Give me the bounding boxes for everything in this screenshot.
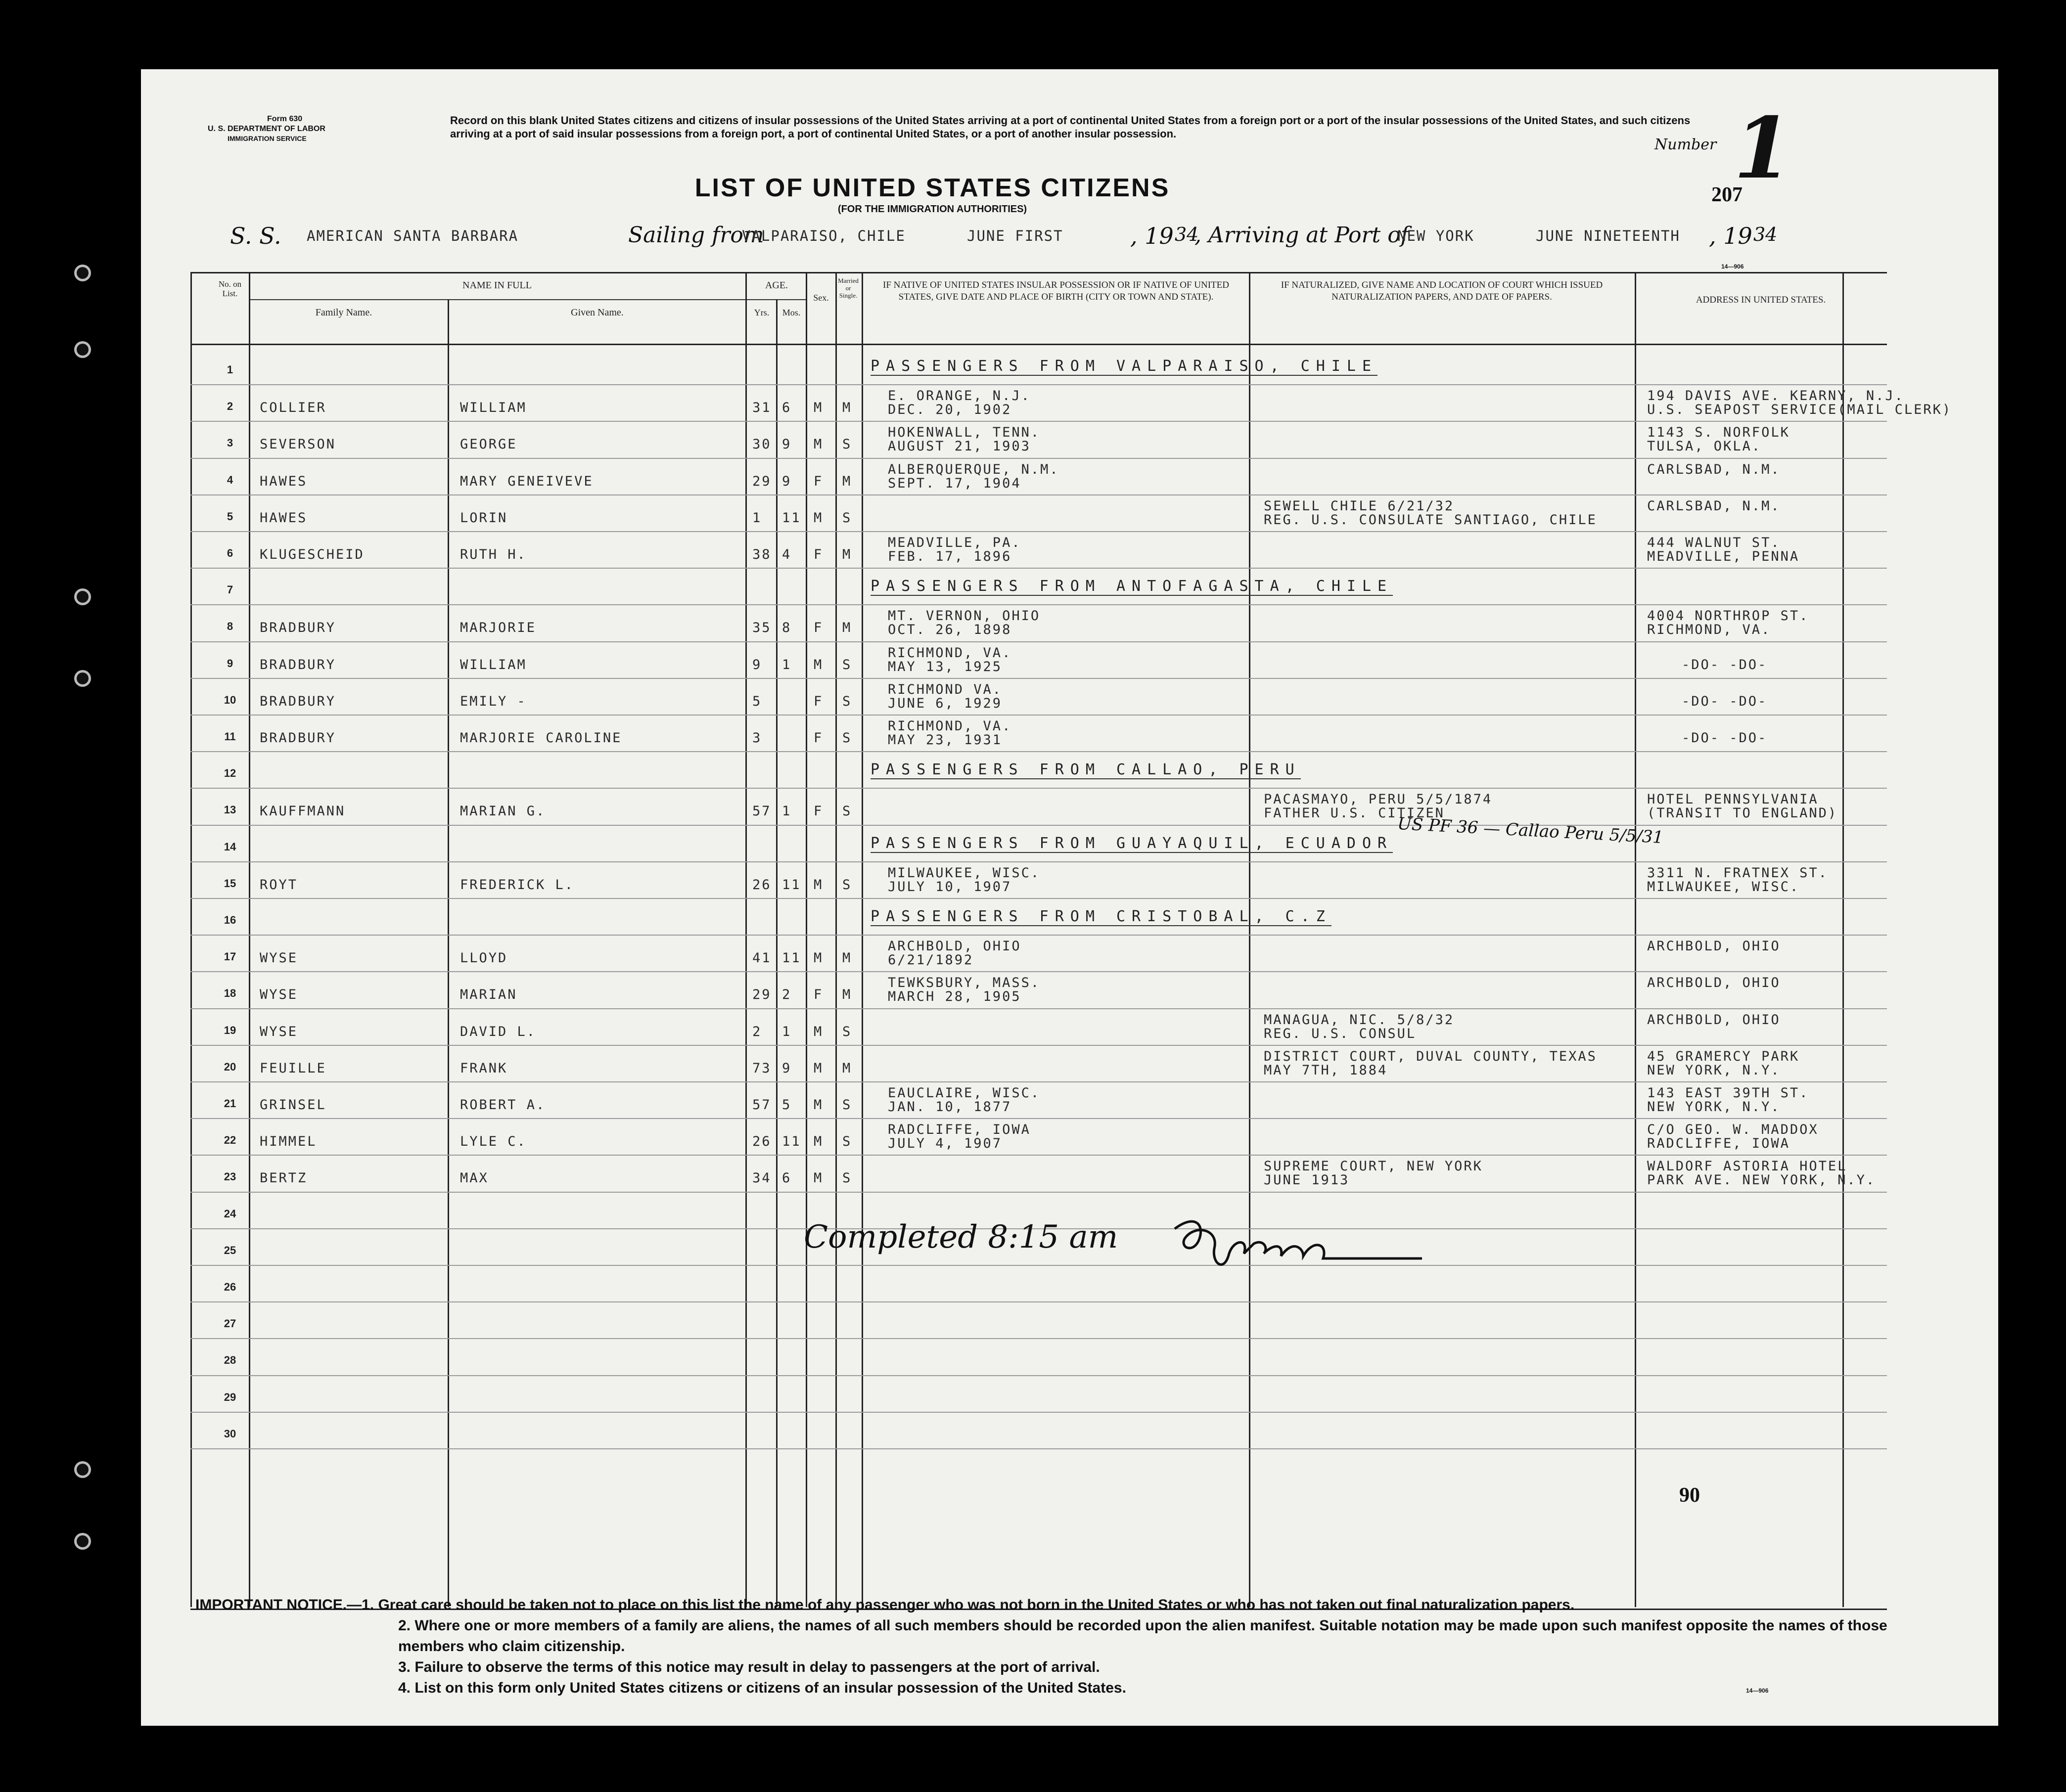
birth-place: E. ORANGE, N.J. (888, 388, 1031, 404)
family-name: BRADBURY (260, 620, 336, 636)
row-number: 15 (224, 877, 236, 890)
family-name: KAUFFMANN (260, 804, 346, 819)
name-header-underline (250, 299, 747, 300)
sailing-year-prefix: , 19 (1130, 223, 1174, 249)
service-label: IMMIGRATION SERVICE (228, 134, 307, 142)
age-months: 5 (782, 1097, 792, 1113)
age-years: 41 (752, 950, 772, 966)
row-number: 25 (224, 1244, 236, 1256)
sailing-from-label: Sailing from (628, 223, 764, 248)
naturalization-line-1: PACASMAYO, PERU 5/5/1874 (1264, 792, 1493, 807)
birth-place: RICHMOND, VA. (888, 645, 1012, 661)
binder-hole (74, 265, 91, 281)
age-months: 11 (782, 877, 801, 893)
row-number: 29 (224, 1390, 236, 1403)
row-number: 5 (227, 510, 233, 523)
family-name: BRADBURY (260, 693, 336, 709)
sex-value: M (814, 400, 824, 416)
column-divider (190, 272, 192, 1607)
sex-value: M (814, 950, 824, 966)
birth-place: ALBERQUERQUE, N.M. (888, 461, 1059, 477)
age-years: 31 (752, 400, 772, 416)
address-ditto: -DO- -DO- (1682, 730, 1768, 746)
row-divider (190, 568, 1887, 569)
row-number: 2 (227, 400, 233, 413)
row-number: 24 (224, 1207, 236, 1220)
marital-status: M (842, 473, 852, 489)
header-divider (190, 344, 1887, 345)
age-months: 4 (782, 547, 792, 562)
birth-date: JUNE 6, 1929 (888, 695, 1003, 711)
birth-date: FEB. 17, 1896 (888, 549, 1012, 564)
sex-value: M (814, 1024, 824, 1039)
column-divider (1842, 272, 1844, 1607)
naturalization-line-1: MANAGUA, NIC. 5/8/32 (1264, 1012, 1455, 1028)
address-line-1: 444 WALNUT ST. (1647, 535, 1781, 550)
row-number: 30 (224, 1427, 236, 1440)
section-header: PASSENGERS FROM CRISTOBAL, C.Z (871, 908, 1331, 925)
row-divider (190, 494, 1887, 495)
col-header-name-in-full: NAME IN FULL (462, 280, 532, 291)
row-divider (190, 935, 1887, 936)
marital-status: S (842, 1134, 852, 1150)
row-divider (190, 641, 1887, 642)
naturalization-line-1: SUPREME COURT, NEW YORK (1264, 1159, 1483, 1174)
sex-value: F (814, 987, 824, 1003)
birth-place: RADCLIFFE, IOWA (888, 1122, 1031, 1138)
row-number: 20 (224, 1060, 236, 1073)
birth-place: TEWKSBURY, MASS. (888, 975, 1041, 991)
given-name: LYLE C. (460, 1134, 527, 1150)
marital-status: M (842, 1060, 852, 1076)
row-divider (190, 1008, 1887, 1009)
row-divider (190, 1301, 1887, 1302)
row-divider (190, 1338, 1887, 1339)
address-line-2: PARK AVE. NEW YORK, N.Y. (1647, 1172, 1876, 1188)
arriving-label: , Arriving at Port of (1194, 223, 1409, 248)
column-divider (835, 272, 837, 1607)
row-number: 16 (224, 914, 236, 926)
family-name: WYSE (260, 987, 298, 1003)
birth-place: MILWAUKEE, WISC. (888, 865, 1041, 881)
row-divider (190, 1045, 1887, 1046)
col-header-native: IF NATIVE OF UNITED STATES INSULAR POSSESSION OR IF NATIVE OF UNITED STATES, GIVE DATE AND PLACE OF BIRTH (CITY OR TOWN AND STATE). (883, 280, 1229, 302)
given-name: WILLIAM (460, 400, 527, 416)
naturalization-line-2: REG. U.S. CONSUL (1264, 1026, 1417, 1041)
age-years: 29 (752, 987, 772, 1003)
row-number: 8 (227, 620, 233, 633)
age-years: 30 (752, 437, 772, 452)
marital-status: S (842, 730, 852, 746)
sailing-year: 34 (1175, 224, 1199, 245)
age-months: 6 (782, 1170, 792, 1186)
arrival-year-prefix: , 19 (1709, 223, 1752, 249)
row-divider (190, 1155, 1887, 1156)
column-divider (862, 272, 863, 1607)
age-years: 1 (752, 510, 762, 526)
given-name: MARJORIE (460, 620, 537, 636)
row-divider (190, 1375, 1887, 1376)
section-header: PASSENGERS FROM ANTOFAGASTA, CHILE (871, 578, 1393, 595)
col-header-address: ADDRESS IN UNITED STATES. (1696, 295, 1826, 305)
row-divider (190, 751, 1887, 752)
row-number: 1 (227, 363, 233, 376)
age-months: 2 (782, 987, 792, 1003)
birth-place: EAUCLAIRE, WISC. (888, 1085, 1041, 1101)
row-divider (190, 458, 1887, 459)
given-name: LLOYD (460, 950, 508, 966)
family-name: HAWES (260, 510, 308, 526)
address-line-1: 1143 S. NORFOLK (1647, 425, 1790, 441)
given-name: RUTH H. (460, 547, 527, 562)
row-number: 3 (227, 437, 233, 449)
address-line-1: WALDORF ASTORIA HOTEL (1647, 1159, 1847, 1174)
sex-value: M (814, 1134, 824, 1150)
age-years: 3 (752, 730, 762, 746)
row-number: 13 (224, 804, 236, 816)
section-header: PASSENGERS FROM GUAYAQUIL, ECUADOR (871, 834, 1393, 852)
margin-annotation: US PF 36 — Callao Peru 5/5/31 (1397, 813, 1664, 848)
form-code-bottom: 14—906 (1746, 1687, 1769, 1694)
birth-date: JAN. 10, 1877 (888, 1099, 1012, 1115)
birth-date: JULY 10, 1907 (888, 879, 1012, 895)
age-years: 26 (752, 877, 772, 893)
row-divider (190, 678, 1887, 679)
address-line-1: ARCHBOLD, OHIO (1647, 939, 1781, 954)
naturalization-line-2: MAY 7TH, 1884 (1264, 1062, 1388, 1078)
row-divider (190, 1412, 1887, 1413)
binder-hole (74, 341, 91, 358)
col-header-yrs: Yrs. (754, 308, 770, 317)
given-name: MAX (460, 1170, 489, 1186)
row-divider (190, 861, 1887, 862)
given-name: MARIAN (460, 987, 517, 1003)
birth-date: 6/21/1892 (888, 952, 974, 968)
col-header-no: No. on List. (218, 279, 242, 298)
row-number: 6 (227, 547, 233, 559)
age-months: 11 (782, 1134, 801, 1150)
sex-value: M (814, 510, 824, 526)
age-months: 1 (782, 1024, 792, 1039)
age-months: 8 (782, 620, 792, 636)
col-header-married: Married or Single. (838, 277, 859, 299)
marital-status: M (842, 987, 852, 1003)
form-number: Form 630 (267, 115, 303, 123)
family-name: BERTZ (260, 1170, 308, 1186)
age-years: 5 (752, 693, 762, 709)
row-divider (190, 531, 1887, 532)
age-years: 9 (752, 657, 762, 672)
family-name: WYSE (260, 950, 298, 966)
age-months: 9 (782, 1060, 792, 1076)
row-number: 10 (224, 693, 236, 706)
age-months: 1 (782, 657, 792, 672)
age-years: 57 (752, 1097, 772, 1113)
marital-status: M (842, 950, 852, 966)
row-number: 17 (224, 950, 236, 963)
family-name: HIMMEL (260, 1134, 317, 1150)
birth-place: HOKENWALL, TENN. (888, 425, 1041, 441)
given-name: DAVID L. (460, 1024, 537, 1039)
address-line-1: 4004 NORTHROP ST. (1647, 608, 1809, 624)
row-divider (190, 788, 1887, 789)
sex-value: M (814, 1097, 824, 1113)
given-name: FREDERICK L. (460, 877, 575, 893)
row-number: 27 (224, 1317, 236, 1330)
address-line-2: MILWAUKEE, WISC. (1647, 879, 1800, 895)
binder-hole (74, 670, 91, 687)
row-number: 4 (227, 473, 233, 486)
address-line-2: MEADVILLE, PENNA (1647, 549, 1800, 564)
completed-note: Completed 8:15 am (804, 1219, 1118, 1255)
important-notice (195, 1595, 1976, 1699)
row-divider (190, 825, 1887, 826)
row-number: 22 (224, 1134, 236, 1147)
age-years: 34 (752, 1170, 772, 1186)
page-title: LIST OF UNITED STATES CITIZENS (694, 174, 1170, 202)
sex-value: M (814, 877, 824, 893)
arrival-year: 34 (1753, 224, 1778, 245)
given-name: LORIN (460, 510, 508, 526)
row-number: 11 (224, 730, 236, 743)
ss-label: S. S. (230, 223, 281, 249)
marital-status: S (842, 1097, 852, 1113)
col-header-sex: Sex. (813, 293, 829, 303)
family-name: WYSE (260, 1024, 298, 1039)
sex-value: F (814, 693, 824, 709)
given-name: MARJORIE CAROLINE (460, 730, 622, 746)
col-header-family: Family Name. (315, 307, 372, 318)
arrival-port: NEW YORK (1397, 227, 1474, 244)
row-divider (190, 715, 1887, 716)
birth-date: OCT. 26, 1898 (888, 622, 1012, 638)
age-years: 35 (752, 620, 772, 636)
birth-place: ARCHBOLD, OHIO (888, 939, 1021, 954)
birth-date: SEPT. 17, 1904 (888, 475, 1021, 491)
form-code-top: 14—906 (1721, 263, 1744, 270)
marital-status: S (842, 657, 852, 672)
address-line-2: U.S. SEAPOST SERVICE(MAIL CLERK) (1647, 402, 1952, 418)
marital-status: M (842, 620, 852, 636)
column-divider (1249, 272, 1250, 1607)
arrival-date: JUNE NINETEENTH (1536, 227, 1680, 244)
row-divider (190, 421, 1887, 422)
row-divider (190, 1192, 1887, 1193)
birth-date: MAY 23, 1931 (888, 732, 1003, 748)
naturalization-line-2: FATHER U.S. CITIZEN (1264, 806, 1445, 821)
number-label: Number (1654, 136, 1717, 153)
family-name: SEVERSON (260, 437, 336, 452)
naturalization-line-1: SEWELL CHILE 6/21/32 (1264, 498, 1455, 514)
birth-date: MAY 13, 1925 (888, 659, 1003, 674)
sex-value: M (814, 437, 824, 452)
given-name: EMILY - (460, 693, 527, 709)
age-months: 9 (782, 437, 792, 452)
row-number: 7 (227, 583, 233, 596)
row-divider (190, 971, 1887, 972)
family-name: GRINSEL (260, 1097, 326, 1113)
list-number: 1 (1734, 99, 1792, 198)
address-ditto: -DO- -DO- (1682, 657, 1768, 672)
age-months: 1 (782, 804, 792, 819)
family-name: FEUILLE (260, 1060, 326, 1076)
inspector-signature (1165, 1209, 1422, 1283)
row-divider (190, 1448, 1887, 1449)
sex-value: M (814, 657, 824, 672)
marital-status: M (842, 547, 852, 562)
marital-status: S (842, 510, 852, 526)
address-line-1: C/O GEO. W. MADDOX (1647, 1122, 1819, 1138)
age-years: 2 (752, 1024, 762, 1039)
given-name: ROBERT A. (460, 1097, 546, 1113)
notice-item-4: 4. List on this form only United States citizens or citizens of an insular possession of the United States. (398, 1680, 1126, 1696)
address-line-2: (TRANSIT TO ENGLAND) (1647, 806, 1838, 821)
age-years: 29 (752, 473, 772, 489)
age-years: 57 (752, 804, 772, 819)
marital-status: S (842, 693, 852, 709)
age-months: 11 (782, 510, 801, 526)
marital-status: M (842, 400, 852, 416)
row-divider (190, 898, 1887, 899)
birth-date: JULY 4, 1907 (888, 1136, 1003, 1152)
notice-item-2: 2. Where one or more members of a family are aliens, the names of all such members should be recorded upon the alien manifest. Suitable notation may be made upon such manifest opposite the names of those members who claim citizenship. (398, 1617, 1887, 1655)
row-number: 26 (224, 1281, 236, 1293)
birth-place: RICHMOND VA. (888, 681, 1003, 697)
notice-item-3: 3. Failure to observe the terms of this notice may result in delay to passengers at the port of arrival. (398, 1659, 1100, 1675)
sex-value: F (814, 547, 824, 562)
marital-status: S (842, 437, 852, 452)
binder-hole (74, 1461, 91, 1478)
address-line-1: 143 EAST 39TH ST. (1647, 1085, 1809, 1101)
marital-status: S (842, 1170, 852, 1186)
address-line-1: CARLSBAD, N.M. (1647, 461, 1781, 477)
birth-date: DEC. 20, 1902 (888, 402, 1012, 418)
row-divider (190, 1081, 1887, 1082)
notice-text-1: —1. Great care should be taken not to place on this list the name of any passenger who was not born in the United States or who has not taken out final naturalization papers. (347, 1597, 1575, 1613)
binder-hole (74, 588, 91, 605)
given-name: WILLIAM (460, 657, 527, 672)
birth-date: AUGUST 21, 1903 (888, 439, 1031, 454)
address-line-2: RICHMOND, VA. (1647, 622, 1771, 638)
column-divider (1635, 272, 1636, 1607)
section-header: PASSENGERS FROM CALLAO, PERU (871, 761, 1301, 779)
address-line-1: 194 DAVIS AVE. KEARNY, N.J. (1647, 388, 1904, 404)
notice-label: IMPORTANT NOTICE. (195, 1597, 347, 1613)
marital-status: S (842, 877, 852, 893)
address-line-2: TULSA, OKLA. (1647, 439, 1762, 454)
sex-value: F (814, 620, 824, 636)
given-name: MARIAN G. (460, 804, 546, 819)
sex-value: F (814, 730, 824, 746)
sex-value: F (814, 804, 824, 819)
naturalization-line-2: JUNE 1913 (1264, 1172, 1350, 1188)
column-divider (806, 272, 807, 1607)
sailing-from-port: VALPARAISO, CHILE (742, 227, 906, 244)
page-total: 90 (1679, 1484, 1700, 1507)
age-months: 6 (782, 400, 792, 416)
family-name: BRADBURY (260, 657, 336, 672)
address-ditto: -DO- -DO- (1682, 693, 1768, 709)
binder-hole (74, 1533, 91, 1550)
department-label: U. S. DEPARTMENT OF LABOR (208, 125, 325, 133)
row-divider (190, 384, 1887, 385)
age-months: 9 (782, 473, 792, 489)
marital-status: S (842, 1024, 852, 1039)
sex-value: M (814, 1060, 824, 1076)
sex-value: M (814, 1170, 824, 1186)
age-months: 11 (782, 950, 801, 966)
given-name: GEORGE (460, 437, 517, 452)
family-name: COLLIER (260, 400, 326, 416)
sailing-date: JUNE FIRST (967, 227, 1063, 244)
instructions-text: Record on this blank United States citizens and citizens of insular possessions of the United States arriving at a port of continental United States from a foreign port or a port of the insular possessions of the United States, and such citizens arriving at a port of said insular possessions from a foreign port, a port of continental United States, or a port of another insular possession. (450, 114, 1691, 140)
row-divider (190, 1118, 1887, 1119)
col-header-naturalized: IF NATURALIZED, GIVE NAME AND LOCATION OF COURT WHICH ISSUED NATURALIZATION PAPERS, AND DATE OF PAPERS. (1281, 280, 1603, 302)
naturalization-line-2: REG. U.S. CONSULATE SANTIAGO, CHILE (1264, 512, 1597, 528)
row-number: 14 (224, 840, 236, 853)
column-divider (249, 272, 250, 1607)
row-number: 18 (224, 987, 236, 1000)
row-number: 21 (224, 1097, 236, 1110)
address-line-1: 3311 N. FRATNEX ST. (1647, 865, 1828, 881)
page-subtitle: (FOR THE IMMIGRATION AUTHORITIES) (837, 204, 1027, 215)
column-divider (745, 272, 747, 1607)
row-divider (190, 1265, 1887, 1266)
sex-value: F (814, 473, 824, 489)
birth-date: MARCH 28, 1905 (888, 989, 1021, 1005)
age-years: 38 (752, 547, 772, 562)
address-line-1: 45 GRAMERCY PARK (1647, 1048, 1800, 1064)
row-number: 23 (224, 1170, 236, 1183)
family-name: KLUGESCHEID (260, 547, 365, 562)
row-divider (190, 604, 1887, 605)
row-number: 19 (224, 1024, 236, 1036)
birth-place: MT. VERNON, OHIO (888, 608, 1041, 624)
manifest-sheet (141, 69, 1998, 1726)
family-name: HAWES (260, 473, 308, 489)
family-name: ROYT (260, 877, 298, 893)
stamp-number: 207 (1711, 183, 1743, 206)
address-line-1: HOTEL PENNSYLVANIA (1647, 792, 1819, 807)
notice-item-1 (195, 1595, 1976, 1615)
given-name: MARY GENEIVEVE (460, 473, 594, 489)
given-name: FRANK (460, 1060, 508, 1076)
family-name: BRADBURY (260, 730, 336, 746)
marital-status: S (842, 804, 852, 819)
col-header-age: AGE. (765, 280, 788, 291)
address-line-1: CARLSBAD, N.M. (1647, 498, 1781, 514)
address-line-1: ARCHBOLD, OHIO (1647, 975, 1781, 991)
age-years: 73 (752, 1060, 772, 1076)
row-number: 12 (224, 767, 236, 780)
row-number: 28 (224, 1354, 236, 1367)
col-header-given: Given Name. (571, 307, 624, 318)
section-header: PASSENGERS FROM VALPARAISO, CHILE (871, 358, 1378, 375)
col-header-mos: Mos. (782, 308, 801, 317)
row-number: 9 (227, 657, 233, 670)
age-years: 26 (752, 1134, 772, 1150)
address-line-2: RADCLIFFE, IOWA (1647, 1136, 1790, 1152)
address-line-2: NEW YORK, N.Y. (1647, 1099, 1781, 1115)
birth-place: MEADVILLE, PA. (888, 535, 1021, 550)
address-line-1: ARCHBOLD, OHIO (1647, 1012, 1781, 1028)
birth-place: RICHMOND, VA. (888, 718, 1012, 734)
naturalization-line-1: DISTRICT COURT, DUVAL COUNTY, TEXAS (1264, 1048, 1597, 1064)
address-line-2: NEW YORK, N.Y. (1647, 1062, 1781, 1078)
ship-name: AMERICAN SANTA BARBARA (307, 227, 519, 244)
